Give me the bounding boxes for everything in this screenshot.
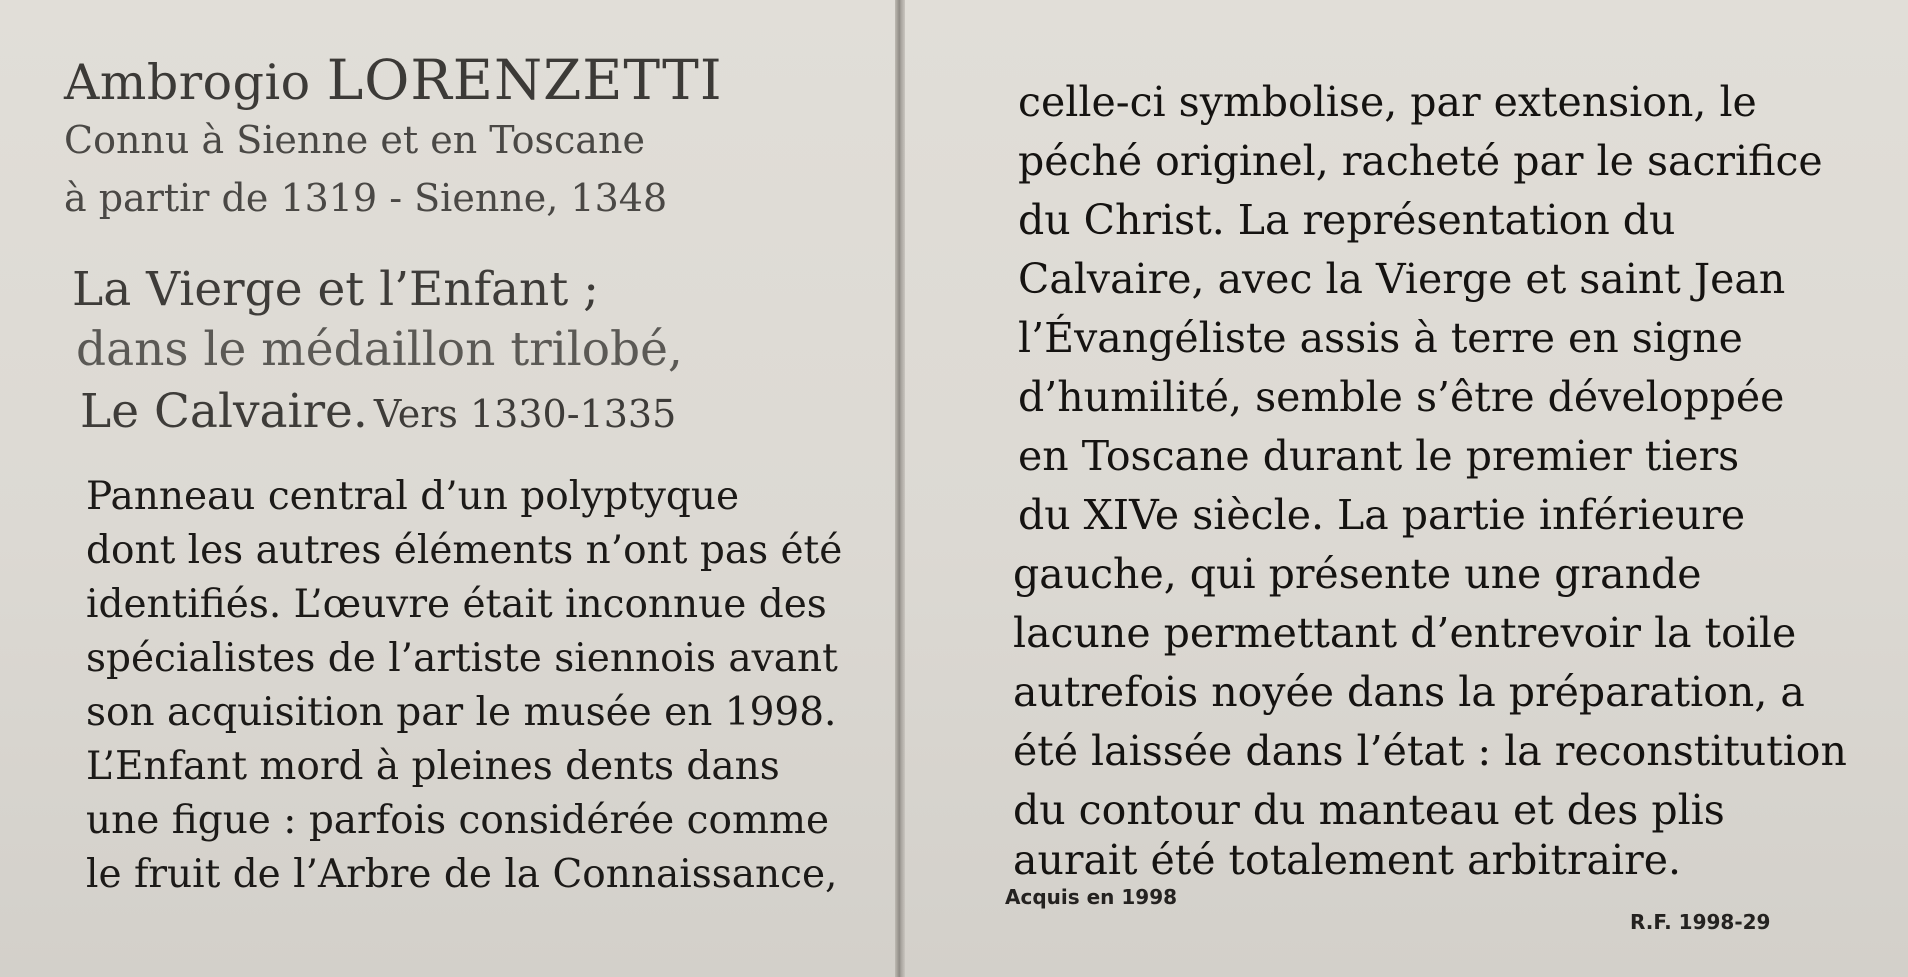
artwork-title-line-1: La Vierge et l’Enfant ; — [72, 262, 599, 317]
artwork-date: Vers 1330-1335 — [373, 392, 677, 436]
body-line: péché originel, racheté par le sacrifice — [1018, 137, 1823, 185]
body-line: le fruit de l’Arbre de la Connaissance, — [86, 852, 838, 897]
inventory-reference: R.F. 1998-29 — [1630, 910, 1771, 934]
label-card-left — [0, 0, 895, 977]
body-line: aurait été totalement arbitraire. — [1013, 836, 1681, 884]
body-line: l’Évangéliste assis à terre en signe — [1018, 314, 1743, 362]
body-line: du contour du manteau et des plis — [1013, 786, 1725, 834]
body-line: du XIVe siècle. La partie inférieure — [1018, 491, 1746, 539]
body-line: gauche, qui présente une grande — [1013, 550, 1702, 598]
body-line: identifiés. L’œuvre était inconnue des — [86, 582, 827, 627]
body-line: en Toscane durant le premier tiers — [1018, 432, 1740, 480]
body-line: spécialistes de l’artiste siennois avant — [86, 636, 838, 681]
panel-divider — [895, 0, 905, 977]
artwork-title-line-3 — [80, 384, 676, 439]
artist-life-line-1: Connu à Sienne et en Toscane — [64, 118, 645, 162]
artist-last-name: LORENZETTI — [326, 48, 723, 112]
body-line: dont les autres éléments n’ont pas été — [86, 528, 843, 573]
body-line: autrefois noyée dans la préparation, a — [1013, 668, 1805, 716]
body-line: lacune permettant d’entrevoir la toile — [1013, 609, 1797, 657]
artwork-title-calvaire: Le Calvaire. — [80, 384, 368, 439]
body-line: Panneau central d’un polyptyque — [86, 474, 740, 519]
body-line: son acquisition par le musée en 1998. — [86, 690, 837, 735]
body-line: L’Enfant mord à pleines dents dans — [86, 744, 780, 789]
body-line: celle-ci symbolise, par extension, le — [1018, 78, 1757, 126]
body-line: une figue : parfois considérée comme — [86, 798, 830, 843]
acquisition-note: Acquis en 1998 — [1005, 885, 1178, 909]
label-card-right — [905, 0, 1908, 977]
artist-name — [64, 48, 723, 112]
artist-first-name: Ambrogio — [64, 54, 311, 111]
body-line: d’humilité, semble s’être développée — [1018, 373, 1785, 421]
body-line: du Christ. La représentation du — [1018, 196, 1676, 244]
body-line: Calvaire, avec la Vierge et saint Jean — [1018, 255, 1786, 303]
body-line: été laissée dans l’état : la reconstitution — [1013, 727, 1847, 775]
artist-life-line-2: à partir de 1319 - Sienne, 1348 — [64, 176, 668, 220]
artwork-title-line-2: dans le médaillon trilobé, — [76, 322, 683, 377]
